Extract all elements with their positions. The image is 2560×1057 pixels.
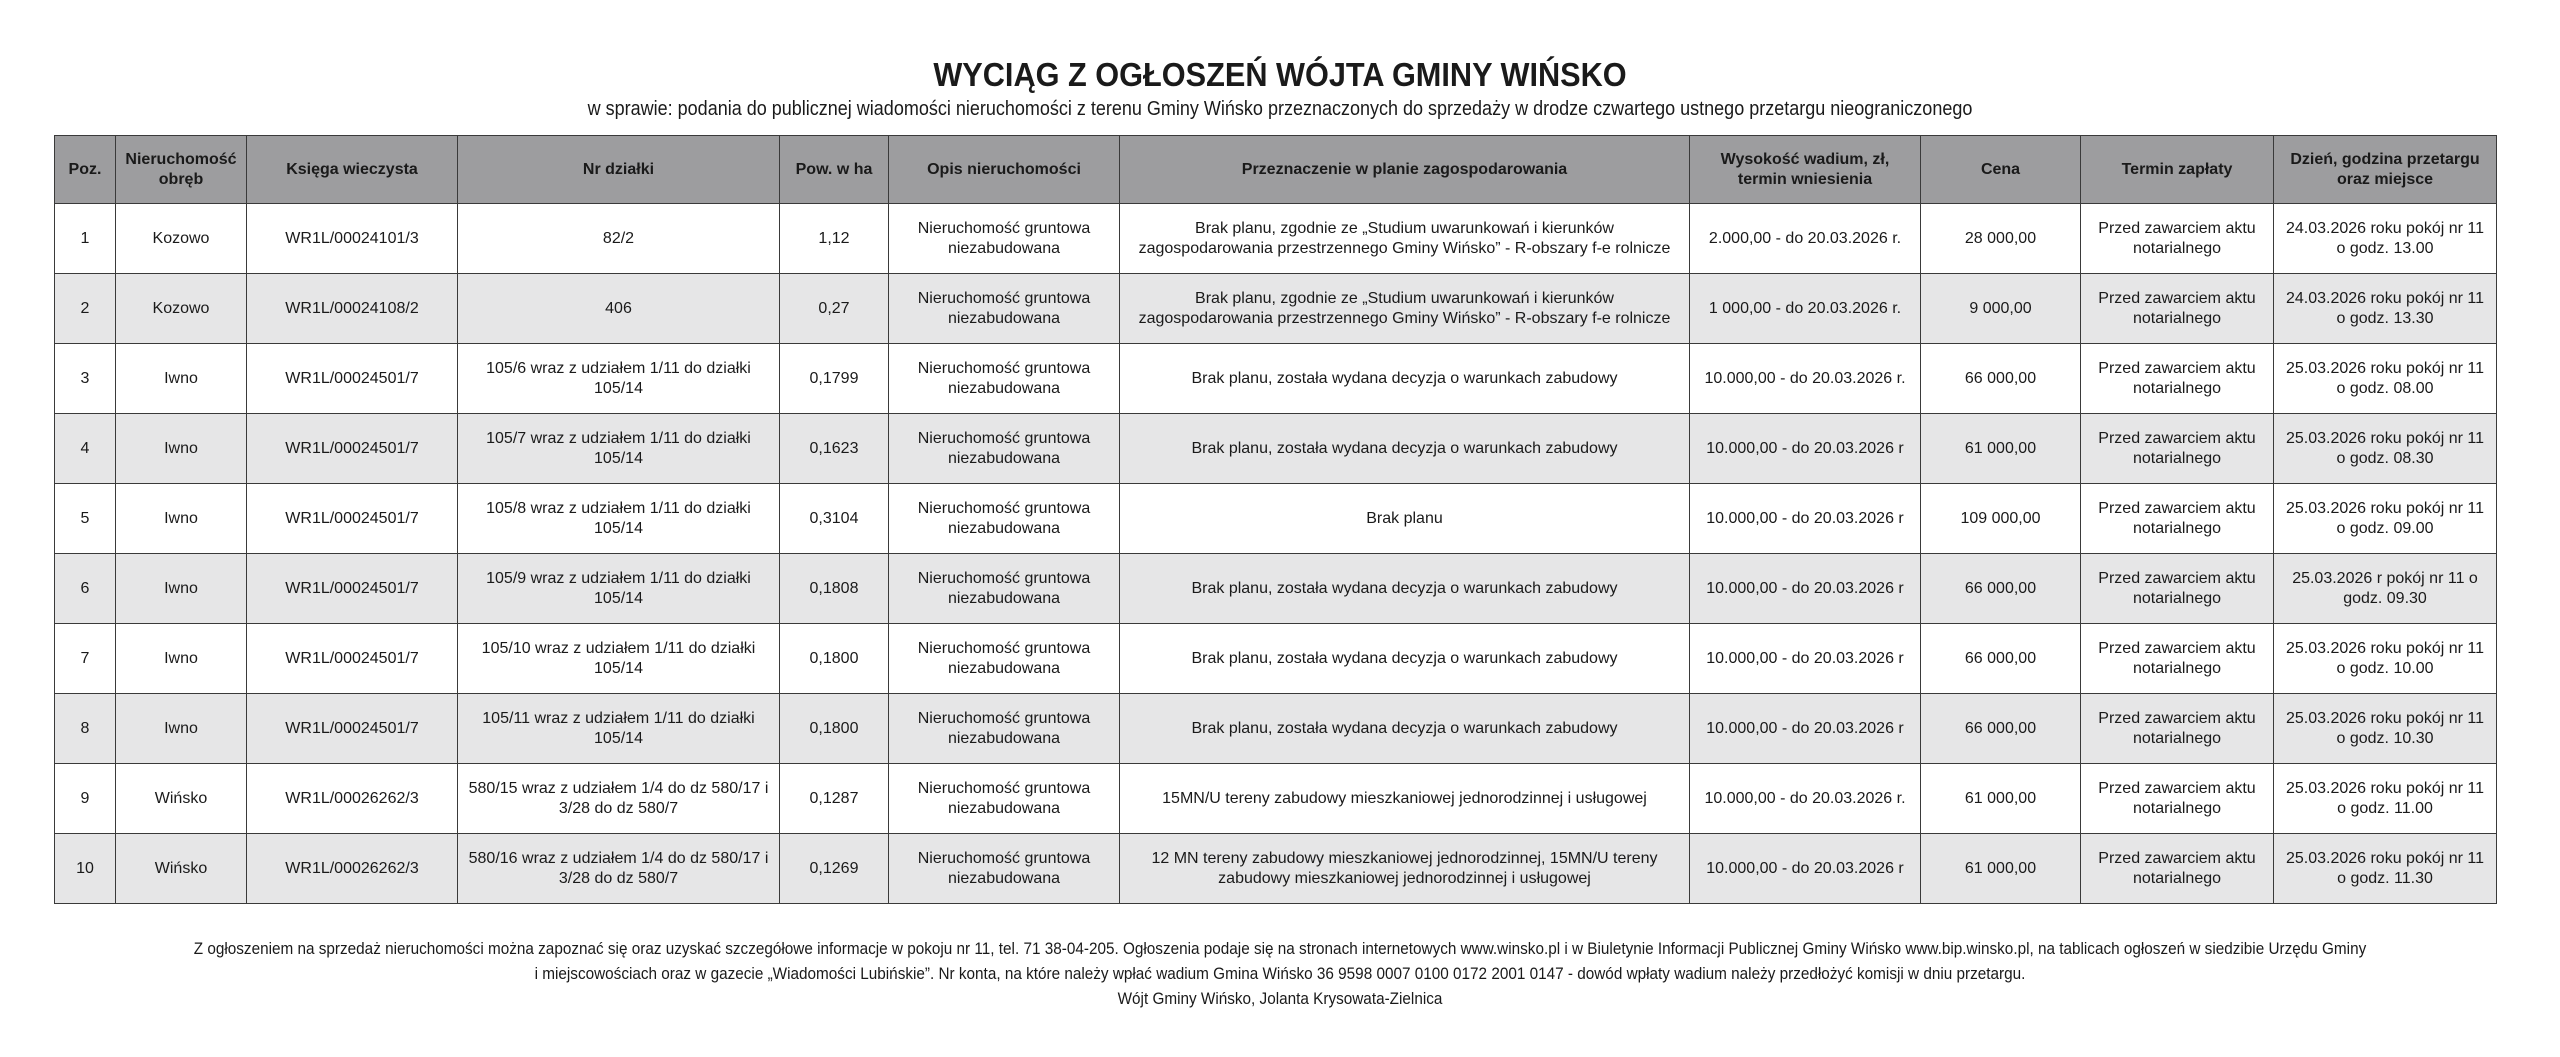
table-cell: Brak planu, została wydana decyzja o warunkach zabudowy xyxy=(1120,344,1690,414)
table-cell: 0,3104 xyxy=(780,484,889,554)
table-cell: 28 000,00 xyxy=(1921,204,2081,274)
footer-line: i miejscowościach oraz w gazecie „Wiadomości Lubińskie”. Nr konta, na które należy wpłać wadium Gmina Wińsko 36 9598 0007 0100 0172 2001 0147 - dowód wpłaty wadium należy przedłożyć komisji w dniu przetargu. xyxy=(534,964,2026,983)
table-cell: Przed zawarciem aktu notarialnego xyxy=(2081,764,2274,834)
table-cell: 10.000,00 - do 20.03.2026 r xyxy=(1690,414,1921,484)
table-cell: 105/11 wraz z udziałem 1/11 do działki 105/14 xyxy=(458,694,780,764)
table-cell: 0,1800 xyxy=(780,624,889,694)
table-cell: Brak planu, została wydana decyzja o warunkach zabudowy xyxy=(1120,554,1690,624)
table-row xyxy=(55,764,2497,834)
table-row xyxy=(55,204,2497,274)
column-header: Wysokość wadium, zł, termin wniesienia xyxy=(1690,136,1921,204)
table-cell: Przed zawarciem aktu notarialnego xyxy=(2081,414,2274,484)
table-row xyxy=(55,694,2497,764)
table-cell: Iwno xyxy=(116,344,247,414)
table-cell: 10 xyxy=(55,834,116,904)
table-cell: 1 000,00 - do 20.03.2026 r. xyxy=(1690,274,1921,344)
table-cell: Brak planu, zgodnie ze „Studium uwarunkowań i kierunków zagospodarowania przestrzennego Gminy Wińsko” - R-obszary f-e rolnicze xyxy=(1120,204,1690,274)
table-cell: 109 000,00 xyxy=(1921,484,2081,554)
table-cell: 61 000,00 xyxy=(1921,764,2081,834)
table-cell: 25.03.2026 roku pokój nr 11 o godz. 10.00 xyxy=(2274,624,2497,694)
table-row xyxy=(55,484,2497,554)
table-cell: 8 xyxy=(55,694,116,764)
column-header: Termin zapłaty xyxy=(2081,136,2274,204)
table-cell: WR1L/00024501/7 xyxy=(247,694,458,764)
table-cell: Przed zawarciem aktu notarialnego xyxy=(2081,624,2274,694)
table-cell: Nieruchomość gruntowa niezabudowana xyxy=(889,274,1120,344)
table-cell: 25.03.2026 roku pokój nr 11 o godz. 08.00 xyxy=(2274,344,2497,414)
table-cell: 66 000,00 xyxy=(1921,694,2081,764)
table-row xyxy=(55,624,2497,694)
column-header: Pow. w ha xyxy=(780,136,889,204)
table-cell: Brak planu xyxy=(1120,484,1690,554)
property-table xyxy=(54,135,2497,904)
table-cell: 66 000,00 xyxy=(1921,624,2081,694)
table-row xyxy=(55,274,2497,344)
table-cell: Przed zawarciem aktu notarialnego xyxy=(2081,344,2274,414)
table-cell: 66 000,00 xyxy=(1921,344,2081,414)
table-cell: 5 xyxy=(55,484,116,554)
table-row xyxy=(55,554,2497,624)
table-cell: 10.000,00 - do 20.03.2026 r xyxy=(1690,484,1921,554)
table-cell: 10.000,00 - do 20.03.2026 r xyxy=(1690,554,1921,624)
table-cell: Iwno xyxy=(116,694,247,764)
table-cell: 61 000,00 xyxy=(1921,414,2081,484)
table-cell: 25.03.2026 roku pokój nr 11 o godz. 09.00 xyxy=(2274,484,2497,554)
footer-line: Z ogłoszeniem na sprzedaż nieruchomości można zapoznać się oraz uzyskać szczegółowe informacje w pokoju nr 11, tel. 71 38-04-205. Ogłoszenia podaje się na stronach internetowych www.winsko.pl i w Biuletynie Informacji Publicznej Gminy Wińsko www.bip.winsko.pl, na tablicach ogłoszeń w siedzibie Urzędu Gminy xyxy=(193,939,2367,958)
table-cell: Brak planu, została wydana decyzja o warunkach zabudowy xyxy=(1120,694,1690,764)
table-cell: Iwno xyxy=(116,414,247,484)
table-cell: 10.000,00 - do 20.03.2026 r. xyxy=(1690,764,1921,834)
table-cell: Brak planu, została wydana decyzja o warunkach zabudowy xyxy=(1120,624,1690,694)
table-cell: 105/9 wraz z udziałem 1/11 do działki 105/14 xyxy=(458,554,780,624)
table-cell: 24.03.2026 roku pokój nr 11 o godz. 13.30 xyxy=(2274,274,2497,344)
table-cell: 580/16 wraz z udziałem 1/4 do dz 580/17 i 3/28 do dz 580/7 xyxy=(458,834,780,904)
table-cell: Nieruchomość gruntowa niezabudowana xyxy=(889,204,1120,274)
table-row xyxy=(55,834,2497,904)
table-cell: 15MN/U tereny zabudowy mieszkaniowej jednorodzinnej i usługowej xyxy=(1120,764,1690,834)
column-header: Przeznaczenie w planie zagospodarowania xyxy=(1120,136,1690,204)
table-cell: 25.03.2026 r pokój nr 11 o godz. 09.30 xyxy=(2274,554,2497,624)
table-cell: Przed zawarciem aktu notarialnego xyxy=(2081,694,2274,764)
table-cell: 9 000,00 xyxy=(1921,274,2081,344)
table-body xyxy=(55,204,2497,904)
table-cell: 10.000,00 - do 20.03.2026 r xyxy=(1690,624,1921,694)
table-cell: WR1L/00024101/3 xyxy=(247,204,458,274)
table-cell: 24.03.2026 roku pokój nr 11 o godz. 13.00 xyxy=(2274,204,2497,274)
page-title: WYCIĄG Z OGŁOSZEŃ WÓJTA GMINY WIŃSKO xyxy=(933,56,1627,93)
table-cell: 105/8 wraz z udziałem 1/11 do działki 105/14 xyxy=(458,484,780,554)
page-subtitle: w sprawie: podania do publicznej wiadomości nieruchomości z terenu Gminy Wińsko przeznaczonych do sprzedaży w drodze czwartego ustnego przetargu nieograniczonego xyxy=(587,98,1973,120)
table-cell: WR1L/00024501/7 xyxy=(247,554,458,624)
table-header-row xyxy=(55,136,2497,204)
column-header: Cena xyxy=(1921,136,2081,204)
table-cell: 0,1800 xyxy=(780,694,889,764)
table-cell: 105/10 wraz z udziałem 1/11 do działki 105/14 xyxy=(458,624,780,694)
table-cell: 3 xyxy=(55,344,116,414)
table-cell: 10.000,00 - do 20.03.2026 r xyxy=(1690,834,1921,904)
table-cell: Przed zawarciem aktu notarialnego xyxy=(2081,834,2274,904)
table-cell: WR1L/00024108/2 xyxy=(247,274,458,344)
table-row xyxy=(55,344,2497,414)
column-header: Nr działki xyxy=(458,136,780,204)
table-cell: WR1L/00026262/3 xyxy=(247,834,458,904)
table-cell: 0,1287 xyxy=(780,764,889,834)
table-cell: 2.000,00 - do 20.03.2026 r. xyxy=(1690,204,1921,274)
table-cell: 105/6 wraz z udziałem 1/11 do działki 105/14 xyxy=(458,344,780,414)
signature: Wójt Gminy Wińsko, Jolanta Krysowata-Zielnica xyxy=(1117,989,1443,1008)
table-cell: Nieruchomość gruntowa niezabudowana xyxy=(889,694,1120,764)
table-cell: WR1L/00024501/7 xyxy=(247,484,458,554)
table-cell: Nieruchomość gruntowa niezabudowana xyxy=(889,414,1120,484)
table-cell: Przed zawarciem aktu notarialnego xyxy=(2081,554,2274,624)
table-cell: Nieruchomość gruntowa niezabudowana xyxy=(889,554,1120,624)
column-header: Poz. xyxy=(55,136,116,204)
table-cell: Iwno xyxy=(116,624,247,694)
table-cell: 82/2 xyxy=(458,204,780,274)
table-cell: 0,27 xyxy=(780,274,889,344)
table-cell: 4 xyxy=(55,414,116,484)
table-row xyxy=(55,414,2497,484)
table-cell: Wińsko xyxy=(116,834,247,904)
table-cell: 406 xyxy=(458,274,780,344)
table-cell: Iwno xyxy=(116,554,247,624)
table-cell: WR1L/00024501/7 xyxy=(247,344,458,414)
table-cell: 25.03.2026 roku pokój nr 11 o godz. 10.30 xyxy=(2274,694,2497,764)
table-cell: 7 xyxy=(55,624,116,694)
table-cell: Przed zawarciem aktu notarialnego xyxy=(2081,274,2274,344)
column-header: Dzień, godzina przetargu oraz miejsce xyxy=(2274,136,2497,204)
table-cell: Wińsko xyxy=(116,764,247,834)
column-header: Opis nieruchomości xyxy=(889,136,1120,204)
table-cell: Kozowo xyxy=(116,274,247,344)
column-header: Księga wieczysta xyxy=(247,136,458,204)
table-cell: Nieruchomość gruntowa niezabudowana xyxy=(889,764,1120,834)
table-cell: Kozowo xyxy=(116,204,247,274)
table-cell: 25.03.2026 roku pokój nr 11 o godz. 08.30 xyxy=(2274,414,2497,484)
table-cell: 0,1808 xyxy=(780,554,889,624)
table-cell: 0,1623 xyxy=(780,414,889,484)
table-cell: Iwno xyxy=(116,484,247,554)
table-cell: 9 xyxy=(55,764,116,834)
table-cell: 25.03.2026 roku pokój nr 11 o godz. 11.30 xyxy=(2274,834,2497,904)
table-cell: 61 000,00 xyxy=(1921,834,2081,904)
table-cell: 0,1269 xyxy=(780,834,889,904)
table-cell: WR1L/00024501/7 xyxy=(247,414,458,484)
table-cell: 105/7 wraz z udziałem 1/11 do działki 105/14 xyxy=(458,414,780,484)
table-cell: 10.000,00 - do 20.03.2026 r xyxy=(1690,694,1921,764)
table-cell: Przed zawarciem aktu notarialnego xyxy=(2081,204,2274,274)
table-cell: WR1L/00026262/3 xyxy=(247,764,458,834)
table-cell: Nieruchomość gruntowa niezabudowana xyxy=(889,344,1120,414)
table-cell: WR1L/00024501/7 xyxy=(247,624,458,694)
footer-notice xyxy=(0,936,2560,1011)
table-cell: 0,1799 xyxy=(780,344,889,414)
table-cell: Przed zawarciem aktu notarialnego xyxy=(2081,484,2274,554)
table-cell: 1,12 xyxy=(780,204,889,274)
table-cell: Brak planu, zgodnie ze „Studium uwarunkowań i kierunków zagospodarowania przestrzennego Gminy Wińsko” - R-obszary f-e rolnicze xyxy=(1120,274,1690,344)
table-cell: 580/15 wraz z udziałem 1/4 do dz 580/17 i 3/28 do dz 580/7 xyxy=(458,764,780,834)
table-cell: Brak planu, została wydana decyzja o warunkach zabudowy xyxy=(1120,414,1690,484)
table-cell: Nieruchomość gruntowa niezabudowana xyxy=(889,834,1120,904)
table-cell: 12 MN tereny zabudowy mieszkaniowej jednorodzinnej, 15MN/U tereny zabudowy mieszkaniowej jednorodzinnej i usługowej xyxy=(1120,834,1690,904)
table-cell: Nieruchomość gruntowa niezabudowana xyxy=(889,624,1120,694)
table-cell: 6 xyxy=(55,554,116,624)
table-cell: 1 xyxy=(55,204,116,274)
table-cell: 2 xyxy=(55,274,116,344)
table-cell: 10.000,00 - do 20.03.2026 r. xyxy=(1690,344,1921,414)
table-cell: 25.03.2026 roku pokój nr 11 o godz. 11.00 xyxy=(2274,764,2497,834)
table-cell: 66 000,00 xyxy=(1921,554,2081,624)
column-header: Nieruchomość obręb xyxy=(116,136,247,204)
table-cell: Nieruchomość gruntowa niezabudowana xyxy=(889,484,1120,554)
